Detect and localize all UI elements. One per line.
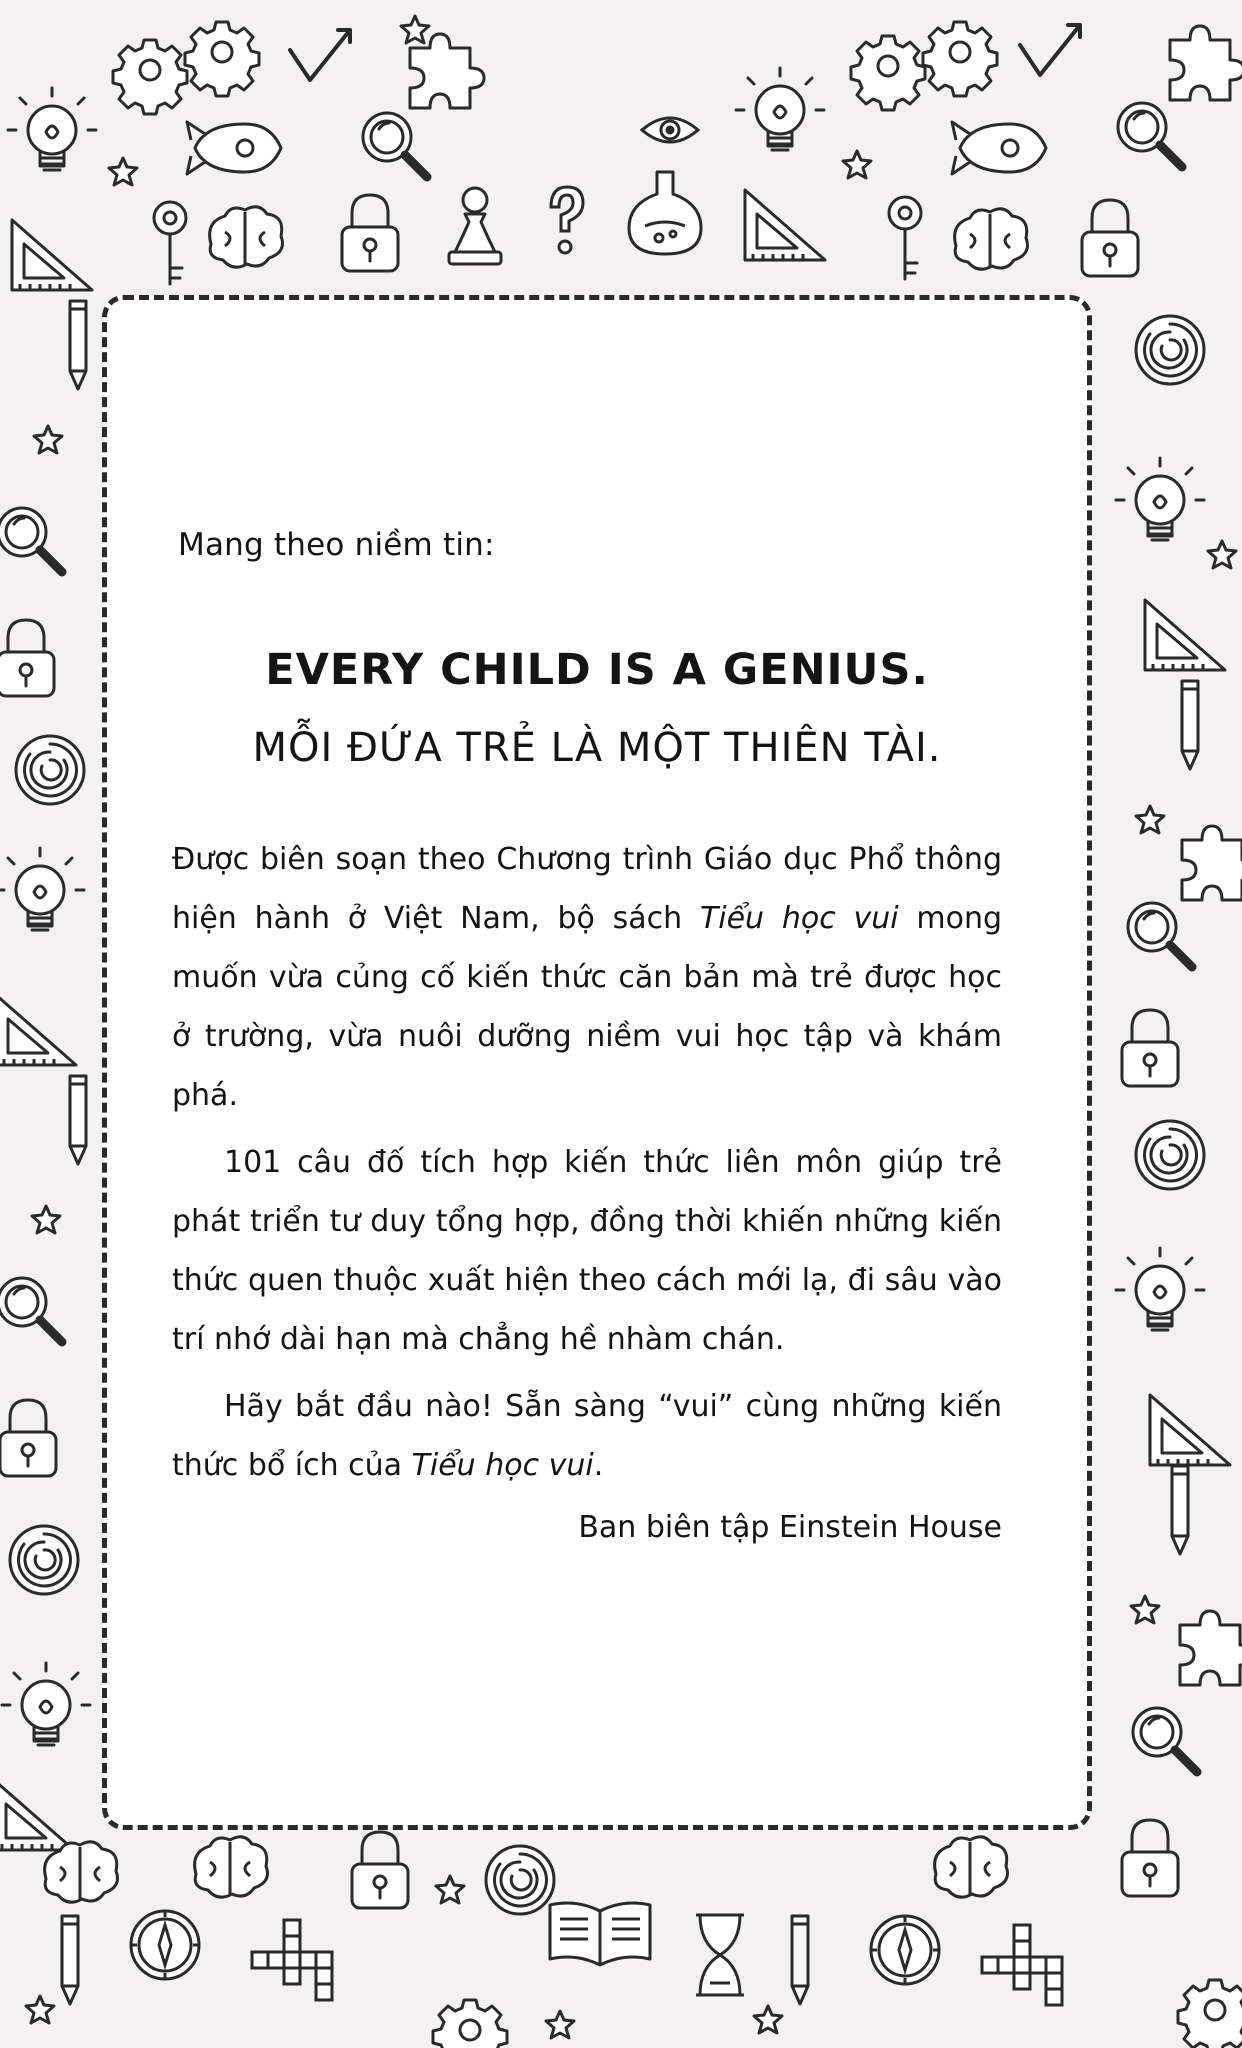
paragraph-intro-part: Được biên soạn theo Chương trình Giáo dục Phổ thông hiện hành ở Việt Nam, bộ sách	[172, 842, 1002, 936]
paragraph-invitation	[172, 1377, 1002, 1495]
slogan-english: EVERY CHILD IS A GENIUS.	[265, 645, 929, 695]
paragraph-intro-part: mong muốn vừa củng cố kiến thức căn bản mà trẻ được học ở trường, vừa nuôi dưỡng niềm vui học tập và khám phá.	[172, 901, 1003, 1113]
body-text	[172, 830, 1002, 1503]
lead-text: Mang theo niềm tin:	[178, 527, 495, 563]
series-title: Tiểu học vui	[699, 901, 899, 936]
paragraph-puzzles: 101 câu đố tích hợp kiến thức liên môn giúp trẻ phát triển tư duy tổng hợp, đồng thời khiến những kiến thức quen thuộc xuất hiện theo cách mới lạ, đi sâu vào trí nhớ dài hạn mà chẳng hề nhàm chán.	[172, 1145, 1002, 1357]
series-title: Tiểu học vui	[411, 1448, 594, 1483]
paragraph-invitation-part: .	[593, 1448, 604, 1483]
paragraph-invitation-part: Hãy bắt đầu nào! Sẵn sàng “vui” cùng những kiến thức bổ ích của	[172, 1389, 1002, 1483]
editor-signature: Ban biên tập Einstein House	[578, 1510, 1002, 1545]
slogan-vietnamese: MỖI ĐỨA TRẺ LÀ MỘT THIÊN TÀI.	[252, 725, 942, 771]
paragraph-intro	[172, 830, 1002, 1125]
